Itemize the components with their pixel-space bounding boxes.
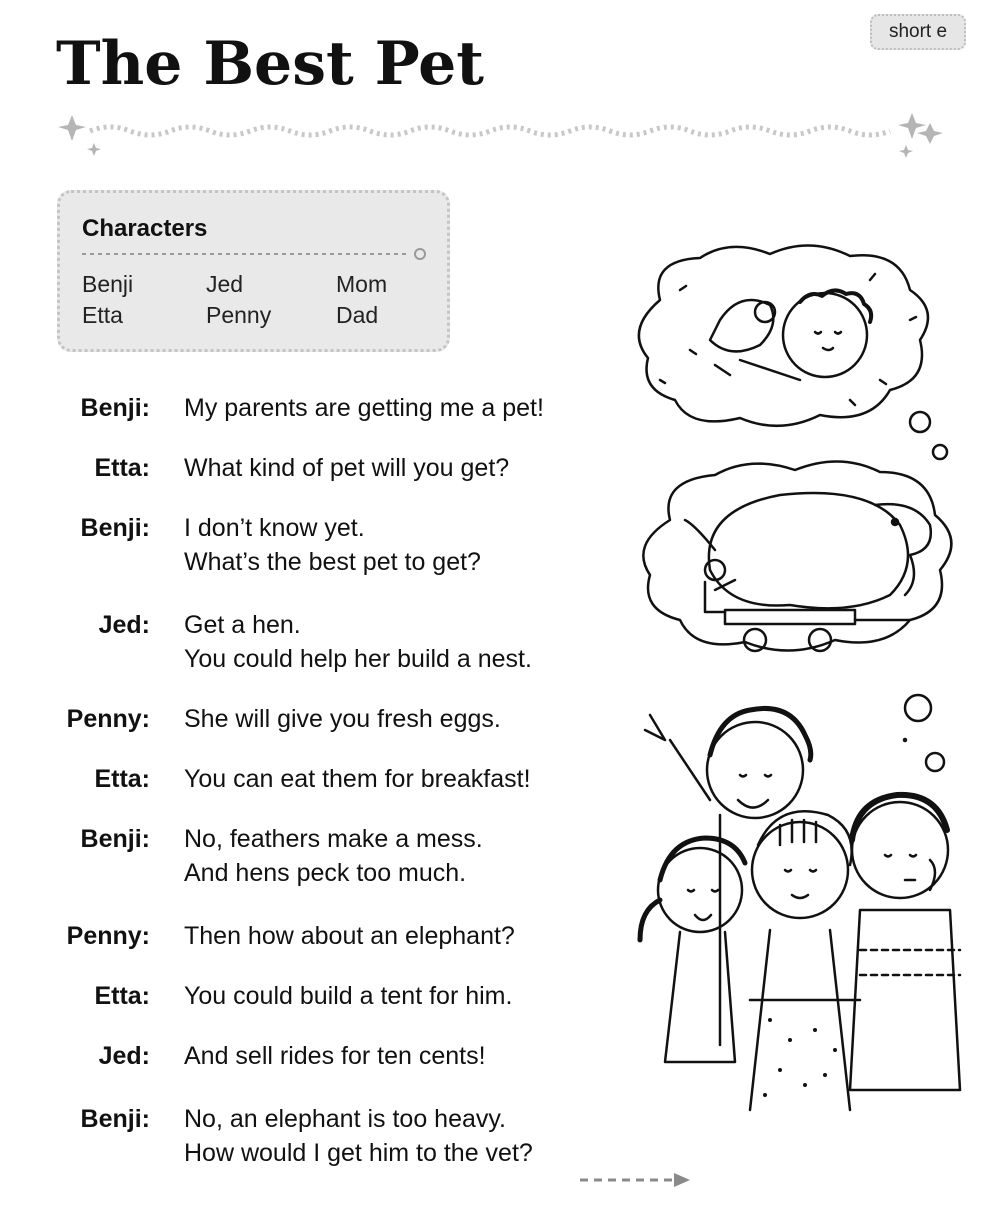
speaker-label: Etta:: [94, 982, 150, 1010]
next-page-arrow-icon: [578, 1170, 698, 1190]
children-pet-illustration: [620, 240, 980, 1120]
dialogue-line: I don’t know yet.: [184, 514, 365, 542]
characters-heading: Characters: [82, 215, 208, 242]
dialogue-line: No, feathers make a mess.: [184, 825, 483, 853]
dialogue-line: My parents are getting me a pet!: [184, 394, 544, 422]
character-name: Jed: [206, 271, 244, 297]
character-name: Penny: [206, 302, 272, 328]
character-name: Benji: [82, 271, 134, 297]
dialogue-line: How would I get him to the vet?: [184, 1139, 533, 1167]
dialogue-line: You could help her build a nest.: [184, 645, 532, 673]
dialogue-line: She will give you fresh eggs.: [184, 705, 501, 733]
dialogue-line: And sell rides for ten cents!: [184, 1042, 486, 1070]
speaker-label: Jed:: [98, 611, 150, 639]
speaker-label: Benji:: [80, 394, 150, 422]
character-name: Etta: [82, 302, 123, 328]
character-name: Dad: [336, 302, 379, 328]
dialogue-line: No, an elephant is too heavy.: [184, 1105, 506, 1133]
character-name: Mom: [336, 271, 388, 297]
dialogue-line: And hens peck too much.: [184, 859, 467, 887]
speaker-label: Jed:: [98, 1042, 150, 1070]
dialogue-line: You can eat them for breakfast!: [184, 765, 531, 793]
dialogue-line: What’s the best pet to get?: [184, 548, 481, 576]
children-group: [640, 708, 960, 1110]
speaker-label: Etta:: [94, 765, 150, 793]
page-title: The Best Pet: [56, 29, 484, 99]
speaker-label: Etta:: [94, 454, 150, 482]
speaker-label: Penny:: [66, 705, 150, 733]
dialogue-line: What kind of pet will you get?: [184, 454, 510, 482]
phonics-tag-label: short e: [888, 21, 948, 42]
dialogue-line: Then how about an elephant?: [184, 922, 515, 950]
dialogue-line: You could build a tent for him.: [184, 982, 513, 1010]
dialogue-line: Get a hen.: [184, 611, 301, 639]
speaker-label: Penny:: [66, 922, 150, 950]
speaker-label: Benji:: [80, 825, 150, 853]
sparkle-divider-icon: [50, 95, 950, 165]
speaker-label: Benji:: [80, 1105, 150, 1133]
characters-rule: [80, 247, 430, 261]
characters-box: [57, 190, 450, 352]
thought-bubble-elephant: [643, 461, 951, 650]
speaker-label: Benji:: [80, 514, 150, 542]
phonics-tag: [870, 14, 966, 50]
